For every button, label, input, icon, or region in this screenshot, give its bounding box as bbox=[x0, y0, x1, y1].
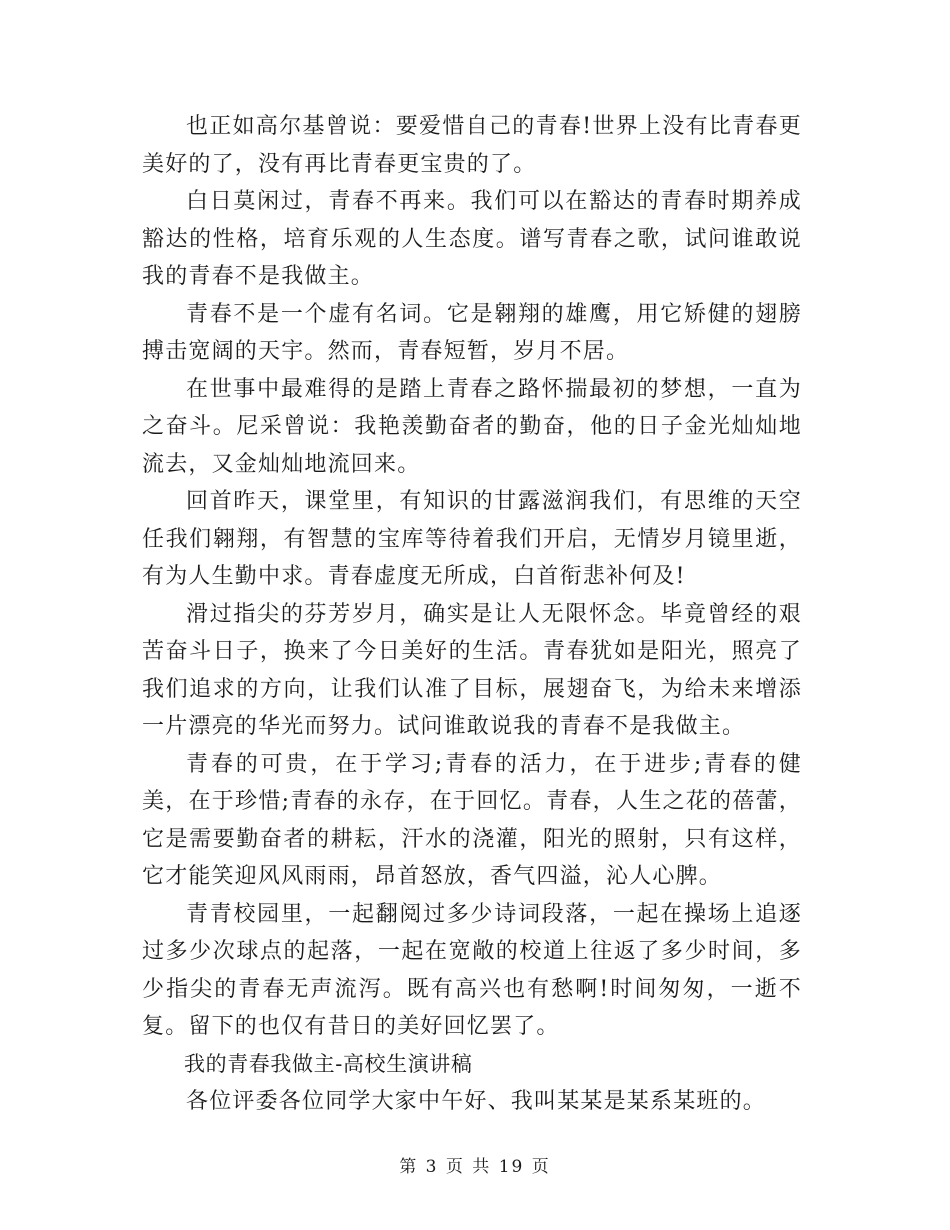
paragraph: 也正如高尔基曾说：要爱惜自己的青春!世界上没有比青春更美好的了，没有再比青春更宝贵的了。 bbox=[142, 114, 802, 177]
page-number-footer: 第 3 页 共 19 页 bbox=[399, 1157, 551, 1177]
document-body bbox=[142, 108, 802, 1121]
paragraph: 青春不是一个虚有名词。它是翱翔的雄鹰，用它矫健的翅膀搏击宽阔的天宇。然而，青春短暂，岁月不居。 bbox=[142, 301, 802, 364]
paragraph: 青春的可贵，在于学习;青春的活力，在于进步;青春的健美，在于珍惜;青春的永存，在于回忆。青春，人生之花的蓓蕾，它是需要勤奋者的耕耘，汗水的浇灌，阳光的照射，只有这样，它才能笑迎风风雨雨，昂首怒放，香气四溢，沁人心脾。 bbox=[142, 751, 802, 889]
paragraph: 白日莫闲过，青春不再来。我们可以在豁达的青春时期养成豁达的性格，培育乐观的人生态度。谱写青春之歌，试问谁敢说我的青春不是我做主。 bbox=[142, 189, 802, 289]
paragraph: 青青校园里，一起翻阅过多少诗词段落，一起在操场上追逐过多少次球点的起落，一起在宽敞的校道上往返了多少时间，多少指尖的青春无声流泻。既有高兴也有愁啊!时间匆匆，一逝不复。留下的也仅有昔日的美好回忆罢了。 bbox=[142, 901, 802, 1039]
section-title: 我的青春我做主-高校生演讲稿 bbox=[184, 1051, 473, 1076]
paragraph: 回首昨天，课堂里，有知识的甘露滋润我们，有思维的天空任我们翱翔，有智慧的宝库等待着我们开启，无情岁月镜里逝，有为人生勤中求。青春虚度无所成，白首衔悲补何及! bbox=[142, 489, 802, 589]
paragraph: 在世事中最难得的是踏上青春之路怀揣最初的梦想，一直为之奋斗。尼采曾说：我艳羡勤奋者的勤奋，他的日子金光灿灿地流去，又金灿灿地流回来。 bbox=[142, 376, 802, 477]
paragraph: 滑过指尖的芬芳岁月，确实是让人无限怀念。毕竟曾经的艰苦奋斗日子，换来了今日美好的生活。青春犹如是阳光，照亮了我们追求的方向，让我们认准了目标，展翅奋飞，为给未来增添一片漂亮的华光而努力。试问谁敢说我的青春不是我做主。 bbox=[142, 601, 802, 739]
opening-line: 各位评委各位同学大家中午好、我叫某某是某系某班的。 bbox=[186, 1089, 767, 1114]
